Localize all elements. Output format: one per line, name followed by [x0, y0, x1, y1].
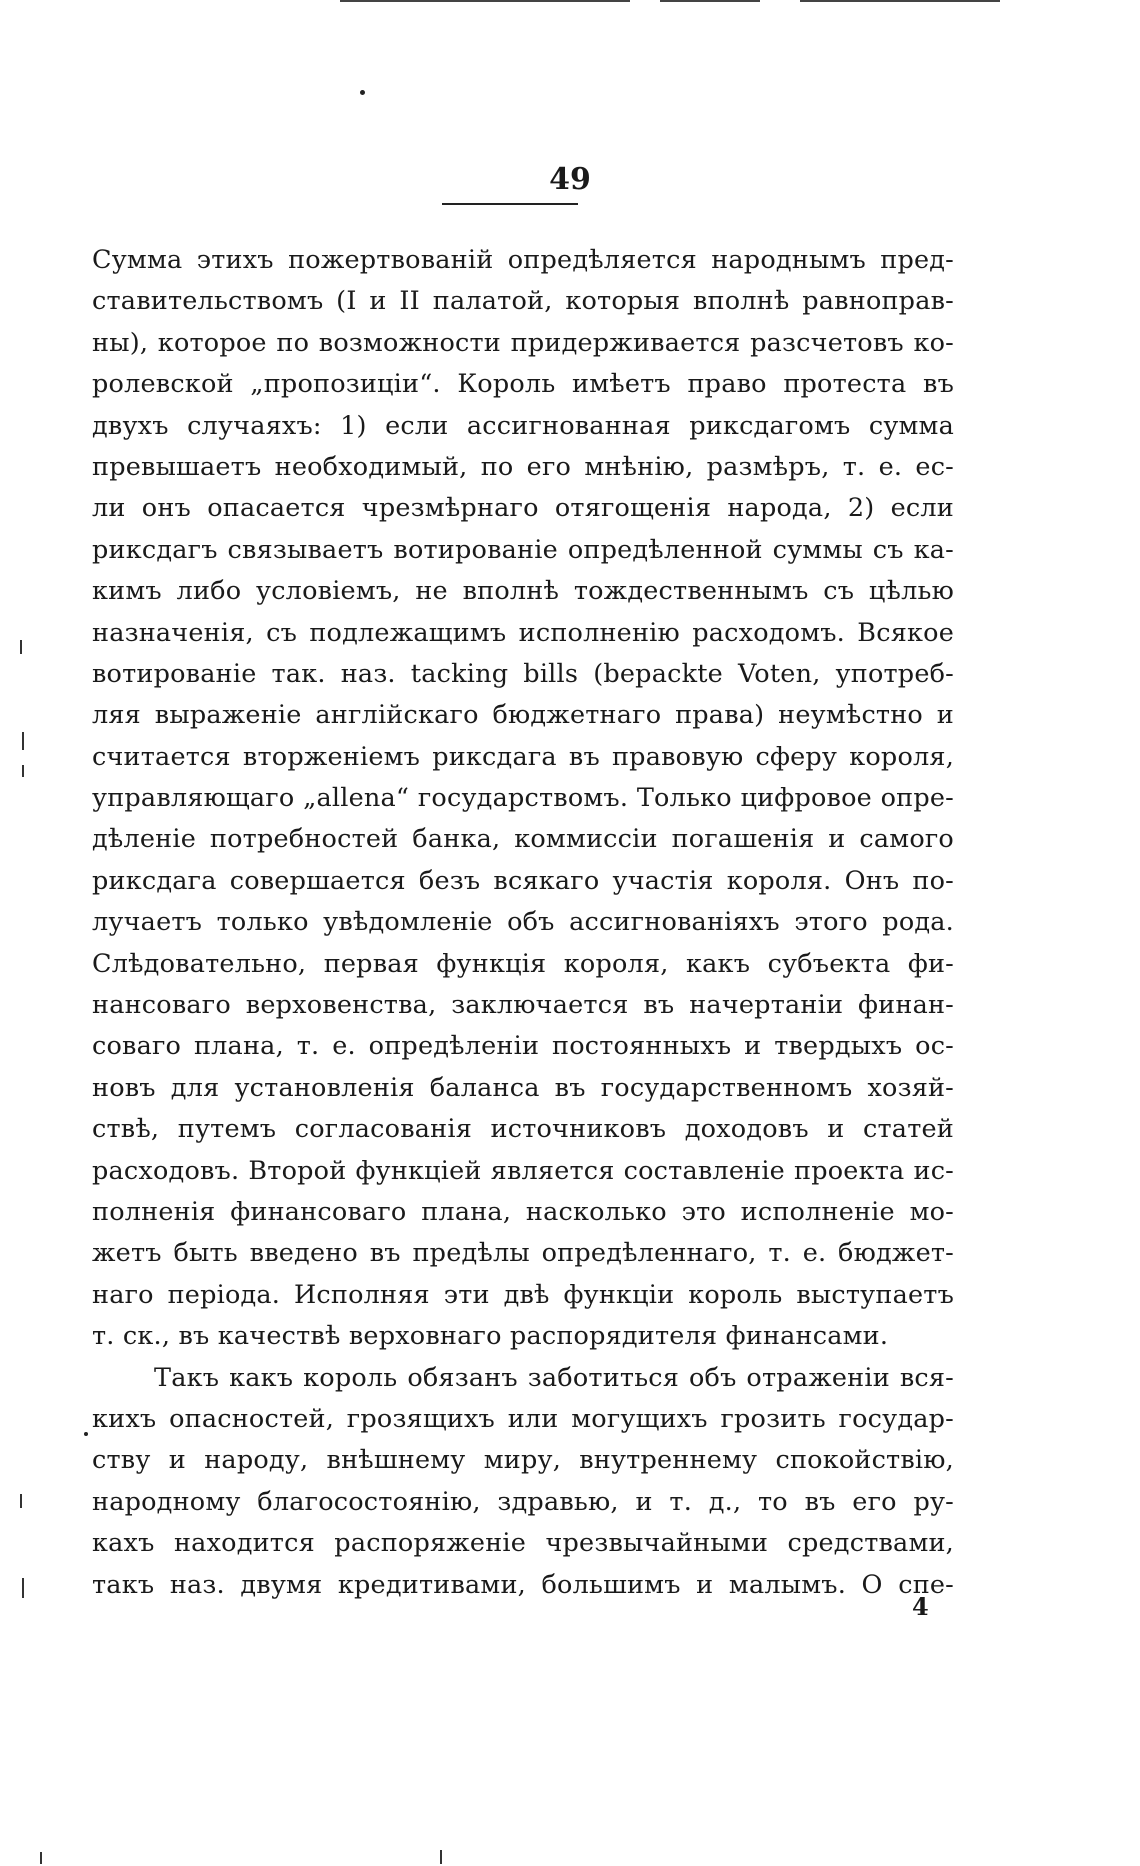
text-line: народному благосостоянію, здравью, и т. д., то въ его ру- [92, 1486, 954, 1517]
scan-edge-rule [800, 0, 1000, 2]
text-line: риксдага совершается безъ всякаго участія короля. Онъ по- [92, 865, 954, 896]
text-line: считается вторженіемъ риксдага въ правовую сферу короля, [92, 741, 954, 772]
text-line: расходовъ. Второй функціей является составленіе проекта ис- [92, 1155, 954, 1186]
scan-edge-rule [660, 0, 760, 2]
text-line: кихъ опасностей, грозящихъ или могущихъ грозить государ- [92, 1403, 954, 1434]
text-line: риксдагъ связываетъ вотированіе опредѣленной суммы съ ка- [92, 534, 954, 565]
scan-speck [360, 90, 365, 95]
paragraph [92, 1358, 954, 1606]
text-line: управляющаго „allena“ государствомъ. Только цифровое опре- [92, 783, 954, 814]
scan-margin-mark [22, 1578, 24, 1598]
text-line: такъ наз. двумя кредитивами, большимъ и малымъ. О спе- [92, 1569, 954, 1600]
text-line: Слѣдовательно, первая функція короля, какъ субъекта фи- [92, 948, 954, 979]
text-line: превышаетъ необходимый, по его мнѣнію, размѣръ, т. е. ес- [92, 451, 954, 482]
text-line: дѣленіе потребностей банка, коммиссіи погашенія и самого [92, 824, 954, 855]
scan-margin-mark [20, 640, 22, 654]
text-line: жетъ быть введено въ предѣлы опредѣленнаго, т. е. бюджет- [92, 1238, 954, 1269]
text-line: вотированіе так. наз. tacking bills (bepackte Voten, употреб- [92, 658, 954, 689]
scan-margin-mark [22, 765, 24, 777]
text-line: наго періода. Исполняя эти двѣ функціи король выступаетъ [92, 1279, 954, 1310]
text-line: ствѣ, путемъ согласованія источниковъ доходовъ и статей [92, 1114, 954, 1145]
text-line: кахъ находится распоряженіе чрезвычайными средствами, [92, 1528, 954, 1559]
text-line: ны), которое по возможности придерживается разсчетовъ ко- [92, 327, 954, 358]
scan-margin-mark [20, 1494, 22, 1508]
page-number-rule [442, 203, 578, 205]
text-line: Такъ какъ король обязанъ заботиться объ отраженіи вся- [154, 1362, 954, 1393]
scan-margin-mark [40, 1852, 42, 1864]
text-line: лучаетъ только увѣдомленіе объ ассигнованіяхъ этого рода. [92, 907, 954, 938]
text-line: полненія финансоваго плана, насколько это исполненіе мо- [92, 1196, 954, 1227]
text-line: ролевской „пропозиціи“. Король имѣетъ право протеста въ [92, 369, 954, 400]
text-line: кимъ либо условіемъ, не вполнѣ тождественнымъ съ цѣлью [92, 576, 954, 607]
text-line: ству и народу, внѣшнему миру, внутреннему спокойствію, [92, 1445, 954, 1476]
text-line: ставительствомъ (I и II палатой, которыя вполнѣ равноправ- [92, 286, 954, 317]
text-line: соваго плана, т. е. опредѣленіи постоянныхъ и твердыхъ ос- [92, 1031, 954, 1062]
text-line: двухъ случаяхъ: 1) если ассигнованная риксдагомъ сумма [92, 410, 954, 441]
text-line: Сумма этихъ пожертвованій опредѣляется народнымъ пред- [92, 245, 954, 275]
body-text [92, 240, 954, 1606]
paragraph [92, 240, 954, 1358]
scan-margin-mark [440, 1850, 442, 1864]
text-line: новъ для установленія баланса въ государственномъ хозяй- [92, 1072, 954, 1103]
page-number: 49 [549, 162, 591, 197]
scan-speck [84, 1432, 88, 1436]
scan-margin-mark [22, 732, 24, 750]
text-line: ли онъ опасается чрезмѣрнаго отягощенія народа, 2) если [92, 493, 954, 524]
scan-edge-rule [340, 0, 630, 2]
text-line: ляя выраженіе англійскаго бюджетнаго права) неумѣстно и [92, 700, 954, 731]
text-line: т. ск., въ качествѣ верховнаго распорядителя финансами. [92, 1321, 889, 1352]
text-line: нансоваго верховенства, заключается въ начертаніи финан- [92, 990, 954, 1021]
signature-mark: 4 [912, 1592, 929, 1621]
text-line: назначенія, съ подлежащимъ исполненію расходомъ. Всякое [92, 617, 954, 648]
